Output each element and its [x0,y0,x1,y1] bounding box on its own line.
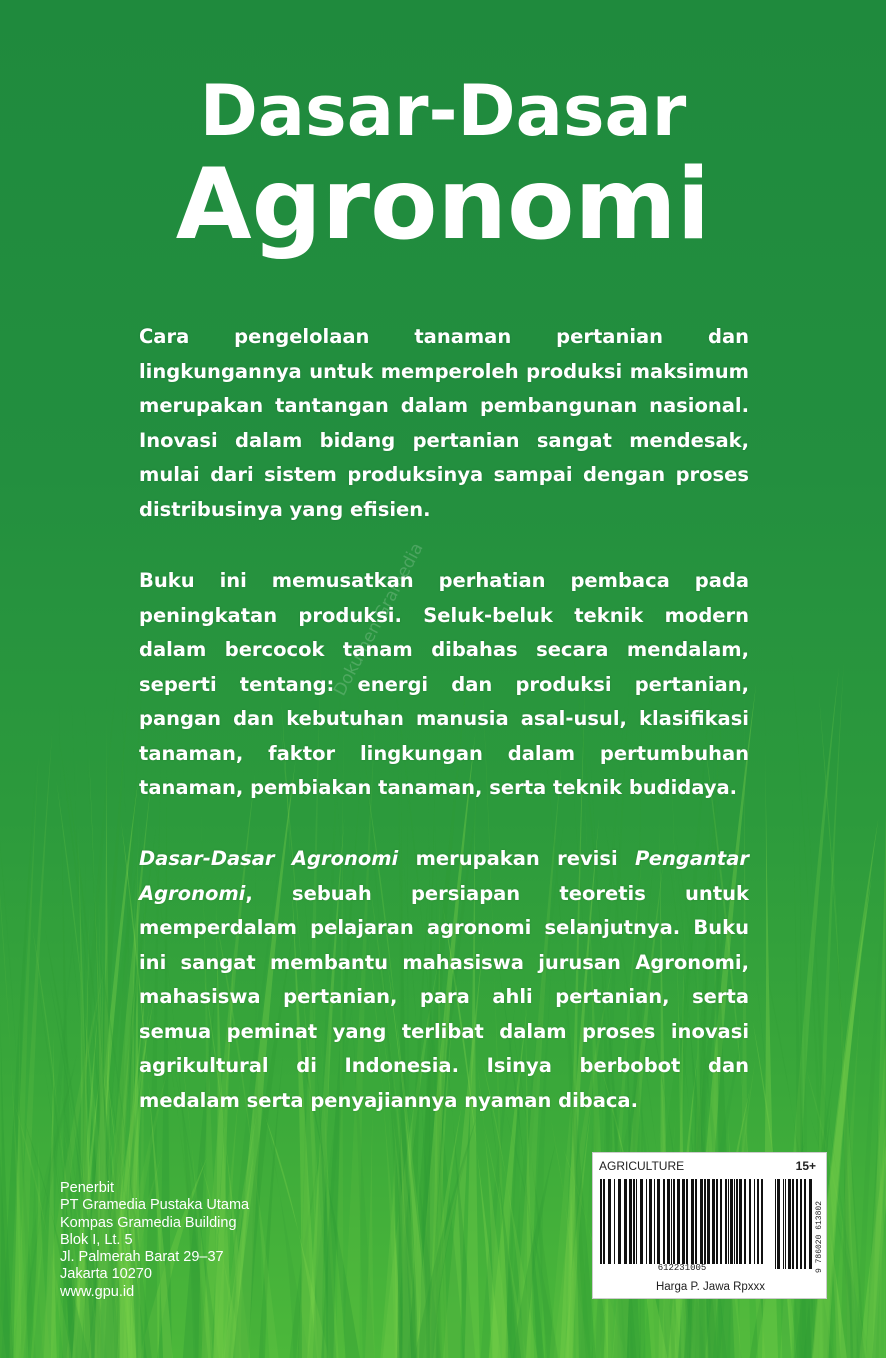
paragraph-text: merupakan revisi [398,847,636,870]
barcode-age-rating: 15+ [795,1159,816,1173]
publisher-street: Jl. Palmerah Barat 29–37 [60,1249,224,1266]
barcode-box [592,1152,827,1299]
publisher-building: Kompas Gramedia Building [60,1214,237,1231]
publisher-website: www.gpu.id [60,1283,135,1300]
previous-title-italic: Pengantar Agronomi [139,847,749,905]
publisher-info [60,1180,249,1301]
publisher-label: Penerbit [60,1180,115,1196]
paragraph-text: , sebuah persiapan teoretis untuk memperdalam pelajaran agronomi selanjutnya. Buku ini sangat membantu mahasiswa jurusan Agronomi, mahasiswa pertanian, para ahli pertanian, serta semua peminat yang terlibat dalam proses inovasi agrikultural di Indonesia. Isinya berbobot dan medalam serta penyajiannya nyaman dibaca. [139,881,749,1112]
watermark: Dokumen Gramedia [330,539,428,700]
publisher-name: PT Gramedia Pustaka Utama [60,1197,250,1214]
publisher-city: Jakarta 10270 [60,1266,152,1283]
isbn-barcode [774,1179,812,1269]
title-line-1: Dasar-Dasar [199,70,687,152]
barcode-number: 612231005 [657,1263,707,1273]
isbn-number: 9 786020 613802 [815,1200,824,1273]
book-title-italic: Dasar-Dasar Agronomi [139,847,399,870]
description-paragraph-1: Cara pengelolaan tanaman pertanian dan lingkungannya untuk memperoleh produksi maksimum merupakan tantangan dalam pembangunan nasional. Inovasi dalam bidang pertanian sangat mendesak, mulai dari sistem produksinya sampai dengan proses distribusinya yang efisien. [139,325,749,521]
publisher-block: Blok I, Lt. 5 [60,1231,133,1248]
description-paragraph-2: Buku ini memusatkan perhatian pembaca pada peningkatan produksi. Seluk-beluk teknik modern dalam bercocok tanam dibahas secara mendalam, seperti tentang: energi dan produksi pertanian, pangan dan kebutuhan manusia asal-usul, klasifikasi tanaman, faktor lingkungan dalam pertumbuhan tanaman, pembiakan tanaman, serta teknik budidaya. [139,569,749,799]
barcode-main [599,1179,765,1264]
price-label: Harga P. Jawa Rpxxx [655,1281,766,1293]
title-line-2: Agronomi [175,148,711,262]
barcode-category: AGRICULTURE [599,1159,685,1173]
description-paragraph-3 [139,842,749,1118]
